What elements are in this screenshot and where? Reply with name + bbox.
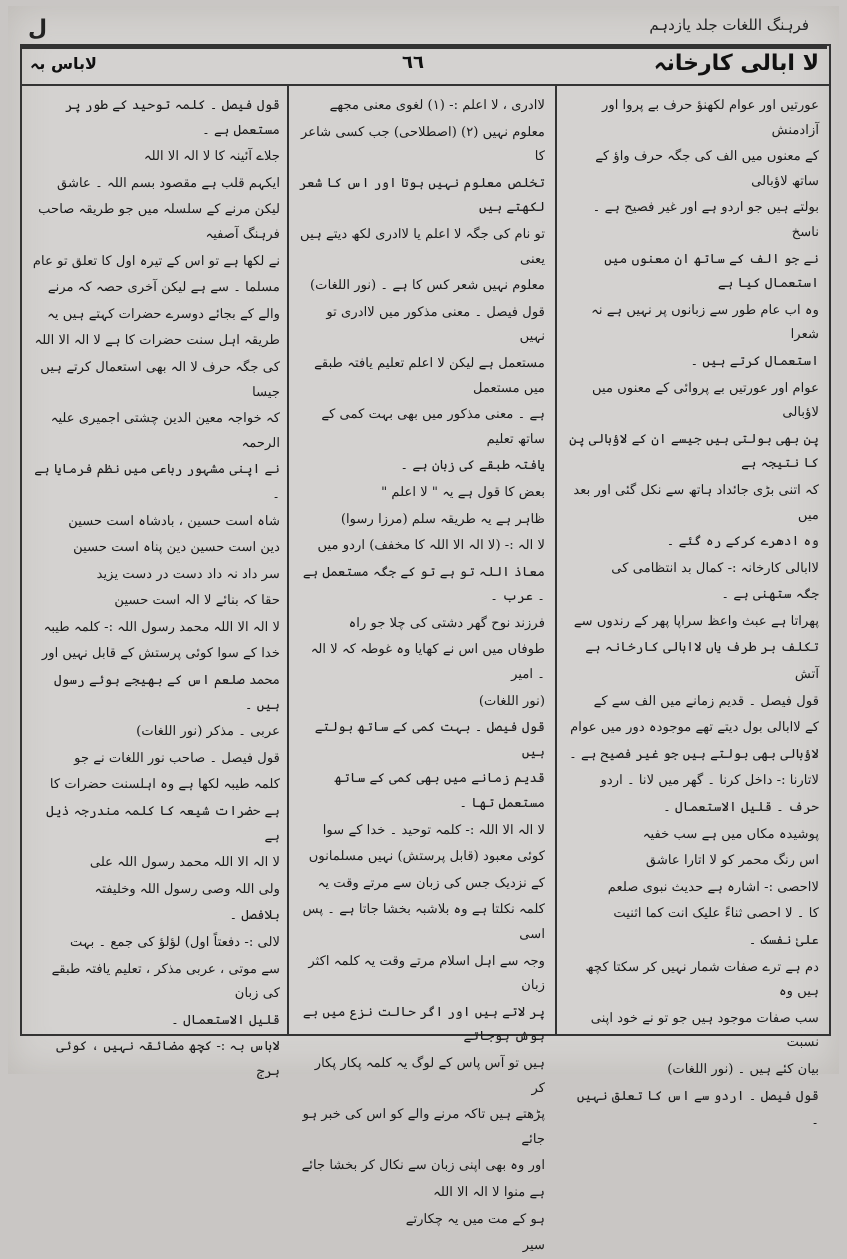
text-line: بولتے ہیں جو اردو ہے اور غیر فصیح ہے ۔ ناسخ — [592, 200, 819, 240]
text-line: تو نام کی جگہ لا اعلم یا لاادری لکھ دیتے ہیں یعنی — [300, 226, 545, 267]
text-line: حرف ۔ قلیل الاستعمال ۔ — [663, 800, 819, 816]
text-line: بلافصل ۔ — [229, 908, 280, 924]
text-line: قلیل الاستعمال ۔ — [171, 1012, 280, 1028]
text-line: آتش — [794, 667, 819, 683]
text-line: لاؤبالی بھی بولتے ہیں جو غیر فصیح ہے ۔ — [569, 746, 819, 762]
text-line: ظاہر ہے یہ طریقہ سلم (مرزا رسوا) — [340, 511, 545, 527]
text-line: نے اپنی مشہور رباعی میں نظم فرمایا ہے ۔ — [34, 462, 280, 502]
text-line: پوشیدہ مکاں میں ہے سب خفیہ — [642, 826, 819, 842]
text-line: سے موتی ، عربی مذکر ، تعلیم یافتہ طبقے کی زبان — [51, 961, 280, 1002]
text-line: دم ہے ترے صفات شمار نہیں کر سکتا کچھ ہیں وہ — [585, 959, 819, 1000]
text-line: کہ اتنی بڑی جائداد ہاتھ سے نکل گئی اور بعد میں — [573, 482, 819, 523]
text-line: محمد صلعم اس کے بھیجے ہوئے رسول ہیں ۔ — [53, 673, 280, 713]
page-number: ل — [28, 16, 48, 41]
text-line: عربی ۔ مذکر (نور اللغات) — [136, 724, 280, 740]
header-left-entry: لاباس بہ — [30, 54, 97, 73]
column-left — [22, 86, 290, 1079]
text-line: فرزند نوح گھر دشتی کی چلا جو راہ — [348, 615, 545, 631]
text-line: کی جگہ حرف لا الہ بھی استعمال کرتے ہیں جیسا — [40, 359, 280, 400]
text-line: علیٰ نفسک ۔ — [748, 933, 819, 948]
text-line: لاتارنا :- داخل کرنا ۔ گھر میں لانا ۔ اردو — [600, 773, 819, 789]
text-line: اور وہ بھی اپنی زبان سے نکال کر بخشا جائے — [301, 1158, 545, 1174]
text-line: لاباس بہ :- کچھ مضائقہ نہیں ، کوئی ہرج — [56, 1039, 280, 1079]
text-line: لااحصی :- اشارہ ہے حدیث نبوی صلعم — [607, 879, 819, 895]
text-line: تکلف بر طرف یاں لاابالی کارخانہ ہے — [585, 640, 819, 656]
text-line: وجہ سے اہل اسلام مرتے وقت یہ کلمہ اکثر زبان — [308, 953, 545, 994]
text-line: یافتہ طبقے کی زبان ہے ۔ — [400, 458, 545, 474]
text-line: معاذ اللہ تو ہے تو کے جگہ مستعمل ہے ۔ عرب ۔ — [302, 564, 545, 605]
text-line: کے لاابالی بول دیتے تھے موجودہ دور میں عوام — [570, 720, 819, 736]
text-line: مستعمل ہے لیکن لا اعلم تعلیم یافتہ طبقے میں مستعمل — [314, 355, 545, 396]
text-line: نے لکھا ہے تو اس کے تیرہ اول کا تعلق تو عام — [32, 253, 280, 269]
text-line: جلاے آئینہ کا لا الہ الا اللہ — [143, 149, 280, 165]
text-line: لا الہ الا اللہ :- کلمہ توحید ۔ خدا کے سوا — [322, 822, 545, 838]
header-band — [22, 46, 829, 86]
text-line: حقا کہ بنائے لا الہ است حسین — [114, 593, 280, 609]
text-line: ہے حضرات شیعہ کا کلمہ مندرجہ ذیل ہے — [46, 804, 280, 844]
text-line: ہے منوا لا الہ الا اللہ — [433, 1184, 545, 1200]
text-line: لا الہ الا اللہ محمد رسول اللہ :- کلمہ طیبہ — [43, 619, 280, 635]
text-line: اس رنگ محمر کو لا اتارا عاشق — [645, 853, 819, 869]
text-line: خدا کے سوا کوئی پرستش کے قابل نہیں اور — [41, 646, 280, 662]
text-line: کہ خواجہ معین الدین چشتی اجمیری علیہ الرحمہ — [50, 411, 280, 451]
text-line: معلوم نہیں (۲) (اصطلاحی) جب کسی شاعر کا — [300, 124, 545, 165]
text-line: ہیں تو آس پاس کے لوگ یہ کلمہ پکار پکار کر — [314, 1055, 545, 1096]
column-middle — [287, 86, 557, 1254]
text-line: سیر — [522, 1238, 545, 1254]
text-line: طوفاں میں اس نے کھایا وہ غوطہ کہ لا الہ ۔ امیر — [310, 642, 545, 683]
text-line: وہ اب عام طور سے زبانوں پر نہیں ہے نہ شعرا — [591, 302, 819, 343]
text-line: قول فیصل ۔ کلمہ توحید کے طور پر مستعمل ہے ۔ — [65, 98, 280, 138]
text-line: لاادری ، لا اعلم :- (۱) لغوی معنی مجھے — [329, 98, 545, 113]
header-right-entry: لا ابالی کارخانہ — [653, 51, 819, 76]
header-page-number: ٦٦ — [402, 52, 424, 73]
text-line: عورتیں اور عوام لکھنؤ حرف بے پروا اور آزادمنش — [601, 98, 819, 138]
text-line: لیکن مرنے کے سلسلہ میں جو طریقہ صاحب فرہنگ آصفیہ — [38, 202, 280, 242]
text-line: پن بھی بولتی ہیں جیسے ان کے لاؤبالی پن کا نتیجہ ہے — [569, 431, 819, 472]
text-line: بعض کا قول ہے یہ " لا اعلم " — [381, 484, 545, 500]
text-line: قول فیصل ۔ معنی مذکور میں لاادری تو نہیں — [326, 304, 545, 345]
text-line: عوام اور عورتیں بے پروائی کے معنوں میں لاؤبالی — [591, 380, 819, 421]
text-line: نے جو الف کے ساتھ ان معنوں میں استعمال کیا ہے — [604, 251, 819, 292]
text-line: لا الہ :- (لا الہ الا اللہ کا مخفف) اردو میں — [317, 538, 545, 554]
text-line: تخلص معلوم نہیں ہوتا اور اس کا شعر لکھتے ہیں — [299, 175, 545, 216]
text-line: سب صفات موجود ہیں جو تو نے خود اپنی نسبت — [590, 1010, 819, 1051]
text-line: شاہ است حسین ، بادشاہ است حسین — [68, 513, 280, 529]
text-line: کے معنوں میں الف کی جگہ حرف واؤ کے ساتھ لاؤبالی — [595, 149, 819, 189]
content-frame — [20, 44, 831, 1254]
text-line: دین است حسین دین پناہ است حسین — [73, 540, 280, 556]
text-line: طریقہ اہل سنت حضرات کا ہے لا الہ الا اللہ — [34, 333, 280, 349]
text-line: جگہ ستھنی ہے ۔ — [721, 587, 819, 603]
text-line: ہے ۔ معنی مذکور میں بھی بہت کمی کے ساتھ تعلیم — [321, 407, 545, 447]
text-line: ہو کے مت میں یہ چکارتے — [405, 1211, 545, 1227]
text-line: قول فیصل ۔ اردو سے اس کا تعلق نہیں ۔ — [576, 1088, 819, 1129]
text-line: قول فیصل ۔ قدیم زمانے میں الف سے کے — [593, 693, 819, 709]
text-line: پھراتا ہے عبث واعظ سراپا پھر کے رندوں سے — [573, 613, 819, 629]
text-line: ولی اللہ وصی رسول اللہ وخلیفتہ — [94, 881, 280, 897]
text-line: کلمہ طیبہ لکھا ہے وہ اہلسنت حضرات کا — [49, 777, 280, 793]
text-line: کلمہ نکلتا ہے وہ بلاشبہ بخشا جاتا ہے ۔ پس اسی — [302, 902, 545, 942]
text-line: پر لاتے ہیں اور اگر حالت نزع میں بے ہوش ہوجاتے — [302, 1004, 545, 1045]
text-line: کے نزدیک جس کی زبان سے مرتے وقت یہ — [317, 875, 545, 891]
text-line: پڑھتے ہیں تاکہ مرنے والے کو اس کی خبر ہو جائے — [302, 1107, 545, 1147]
text-line: بیان کئے ہیں ۔ (نور اللغات) — [667, 1061, 819, 1077]
text-line: (نور اللغات) — [478, 693, 545, 709]
text-line: مسلما ۔ سے ہے لیکن آخری حصہ کہ مرنے — [47, 280, 280, 296]
column-right — [557, 86, 829, 1129]
text-line: کوئی معبود (قابل پرستش) نہیں مسلمانوں — [308, 849, 545, 865]
text-line: ایکہم قلب ہے مقصود بسم اللہ ۔ عاشق — [56, 175, 280, 191]
text-line: معلوم نہیں شعر کس کا ہے ۔ (نور اللغات) — [310, 278, 545, 294]
text-line: والے کے بجائے دوسرے حضرات کہتے ہیں یہ — [47, 306, 280, 322]
text-line: لالی :- دفعتاً اول) لؤلؤ کی جمع ۔ بہت — [69, 935, 280, 950]
text-line: قدیم زمانے میں بھی کمی کے ساتھ مستعمل تھا ۔ — [334, 771, 545, 812]
text-line: لاابالی کارخانہ :- کمال بد انتظامی کی — [611, 560, 819, 576]
text-line: کا ۔ لا احصی ثناءً علیک انت کما اثنیت — [613, 906, 819, 922]
text-line: استعمال کرتے ہیں ۔ — [690, 353, 819, 369]
text-line: سر داد نہ داد دست در دست یزید — [96, 566, 280, 582]
text-line: وہ ادھرے کرکے رہ گئے ۔ — [666, 534, 819, 550]
series-title: فرہنگ اللغات جلد یازدہم — [649, 16, 809, 34]
text-line: لا الہ الا اللہ محمد رسول اللہ علی — [89, 855, 280, 871]
text-line: قول فیصل ۔ بہت کمی کے ساتھ بولتے ہیں — [314, 720, 545, 760]
text-line: قول فیصل ۔ صاحب نور اللغات نے جو — [74, 750, 280, 766]
